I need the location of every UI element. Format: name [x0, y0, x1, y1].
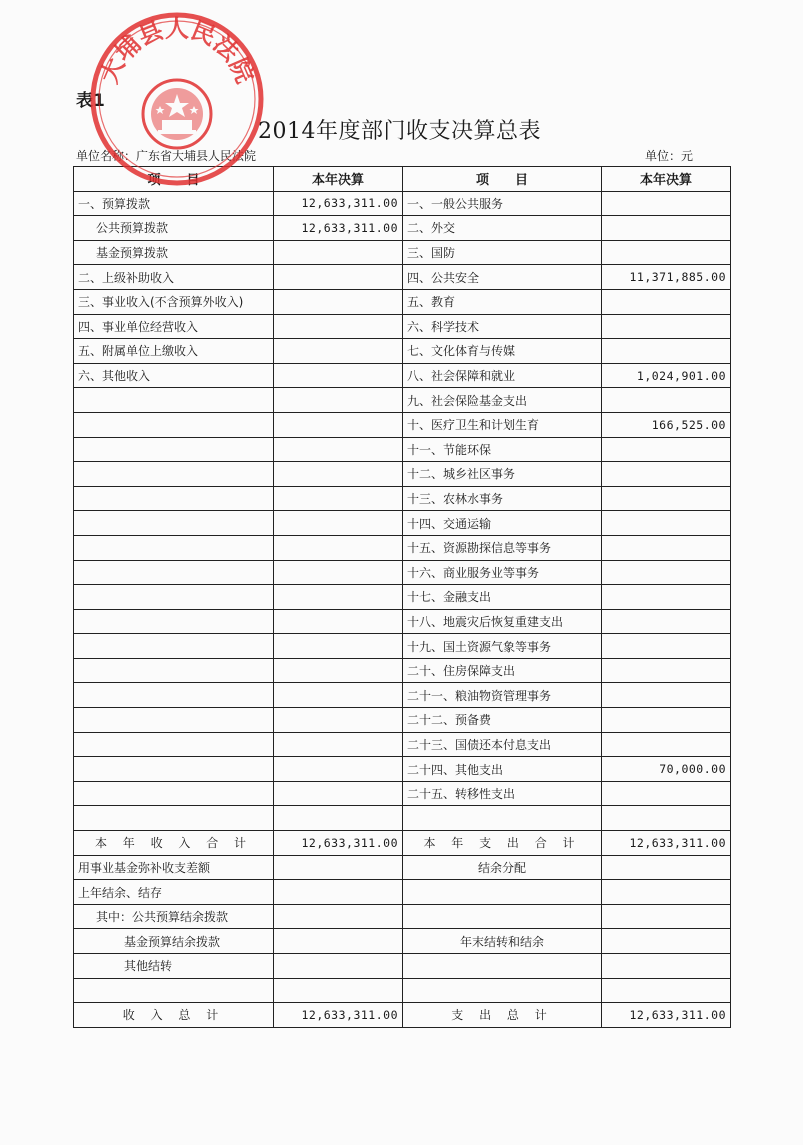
expense-amount — [602, 781, 731, 806]
footer-row — [74, 929, 731, 954]
expense-amount — [602, 437, 731, 462]
header-left-amount: 本年决算 — [274, 167, 403, 192]
expense-item: 六、科学技术 — [403, 314, 602, 339]
table-row — [74, 634, 731, 659]
expense-item: 十四、交通运输 — [403, 511, 602, 536]
footer-row — [74, 904, 731, 929]
income-item — [74, 708, 274, 733]
expense-item: 二、外交 — [403, 216, 602, 241]
expense-amount — [602, 314, 731, 339]
income-amount — [274, 757, 403, 782]
expense-amount — [602, 732, 731, 757]
income-amount — [274, 781, 403, 806]
footer-expense-item — [403, 978, 602, 1003]
income-amount: 12,633,311.00 — [274, 216, 403, 241]
expense-amount — [602, 609, 731, 634]
table-row — [74, 412, 731, 437]
expense-item: 十七、金融支出 — [403, 585, 602, 610]
table-row — [74, 781, 731, 806]
income-amount — [274, 363, 403, 388]
grand-totals-row — [74, 1003, 731, 1028]
footer-expense-item: 年末结转和结余 — [403, 929, 602, 954]
table-row — [74, 265, 731, 290]
seal-text: 大埔县人民法院 — [94, 13, 260, 88]
expense-item: 二十、住房保障支出 — [403, 658, 602, 683]
expense-amount — [602, 191, 731, 216]
table-row — [74, 806, 731, 831]
expense-item: 二十三、国债还本付息支出 — [403, 732, 602, 757]
footer-row — [74, 978, 731, 1003]
expense-item: 一、一般公共服务 — [403, 191, 602, 216]
income-item: 二、上级补助收入 — [74, 265, 274, 290]
income-amount — [274, 683, 403, 708]
expense-amount — [602, 658, 731, 683]
income-amount — [274, 412, 403, 437]
expense-item: 四、公共安全 — [403, 265, 602, 290]
footer-expense-amount — [602, 978, 731, 1003]
page-title: 2014年度部门收支决算总表 — [258, 119, 541, 144]
income-amount — [274, 560, 403, 585]
income-item: 一、预算拨款 — [74, 191, 274, 216]
expense-item: 八、社会保障和就业 — [403, 363, 602, 388]
income-item — [74, 609, 274, 634]
unit-name: 单位名称：广东省大埔县人民法院 — [76, 149, 257, 163]
expense-amount — [602, 240, 731, 265]
income-total-value: 12,633,311.00 — [274, 831, 403, 856]
footer-income-amount — [274, 954, 403, 979]
table-row — [74, 511, 731, 536]
table-row — [74, 216, 731, 241]
income-item — [74, 781, 274, 806]
table-row — [74, 535, 731, 560]
income-amount — [274, 585, 403, 610]
expense-amount — [602, 535, 731, 560]
table-row — [74, 240, 731, 265]
footer-income-item: 用事业基金弥补收支差额 — [74, 855, 274, 880]
income-amount — [274, 339, 403, 364]
header-right-item: 项 目 — [403, 167, 602, 192]
expense-amount — [602, 585, 731, 610]
income-item: 六、其他收入 — [74, 363, 274, 388]
expense-amount — [602, 462, 731, 487]
expense-amount: 11,371,885.00 — [602, 265, 731, 290]
income-item — [74, 806, 274, 831]
table-row — [74, 314, 731, 339]
table-row — [74, 363, 731, 388]
table-row — [74, 191, 731, 216]
footer-expense-item: 结余分配 — [403, 855, 602, 880]
table-row — [74, 609, 731, 634]
footer-row — [74, 954, 731, 979]
expense-item: 二十二、预备费 — [403, 708, 602, 733]
official-seal — [88, 10, 266, 188]
expense-amount — [602, 486, 731, 511]
expense-item: 二十四、其他支出 — [403, 757, 602, 782]
table-row — [74, 289, 731, 314]
expense-item: 二十一、粮油物资管理事务 — [403, 683, 602, 708]
footer-income-item: 上年结余、结存 — [74, 880, 274, 905]
header-right-amount: 本年决算 — [602, 167, 731, 192]
table-row — [74, 757, 731, 782]
expense-amount: 70,000.00 — [602, 757, 731, 782]
expense-grand-total-value: 12,633,311.00 — [602, 1003, 731, 1028]
expense-item — [403, 806, 602, 831]
expense-amount — [602, 683, 731, 708]
table-body — [74, 191, 731, 830]
table-row — [74, 437, 731, 462]
footer-expense-item — [403, 904, 602, 929]
expense-amount — [602, 634, 731, 659]
income-amount — [274, 609, 403, 634]
footer-income-item: 其中：公共预算结余拨款 — [74, 904, 274, 929]
table-row — [74, 683, 731, 708]
expense-amount — [602, 560, 731, 585]
expense-item: 十三、农林水事务 — [403, 486, 602, 511]
expense-amount — [602, 388, 731, 413]
income-amount — [274, 388, 403, 413]
footer-row — [74, 855, 731, 880]
footer-row — [74, 880, 731, 905]
footer-income-amount — [274, 855, 403, 880]
income-item — [74, 462, 274, 487]
income-item: 基金预算拨款 — [74, 240, 274, 265]
income-amount — [274, 806, 403, 831]
income-amount — [274, 314, 403, 339]
income-item — [74, 757, 274, 782]
expense-grand-total-label: 支 出 总 计 — [403, 1003, 602, 1028]
expense-item: 五、教育 — [403, 289, 602, 314]
table-number: 表1 — [76, 91, 105, 111]
income-item — [74, 412, 274, 437]
income-item: 五、附属单位上缴收入 — [74, 339, 274, 364]
income-grand-total-label: 收 入 总 计 — [74, 1003, 274, 1028]
income-item — [74, 486, 274, 511]
expense-amount — [602, 708, 731, 733]
national-emblem-icon — [143, 80, 211, 148]
table-row — [74, 732, 731, 757]
currency-unit: 单位：元 — [645, 149, 694, 163]
footer-income-amount — [274, 978, 403, 1003]
income-item — [74, 535, 274, 560]
income-item — [74, 560, 274, 585]
income-item — [74, 658, 274, 683]
income-item — [74, 388, 274, 413]
footer-expense-item — [403, 880, 602, 905]
footer-income-item: 基金预算结余拨款 — [74, 929, 274, 954]
expense-item: 七、文化体育与传媒 — [403, 339, 602, 364]
income-amount — [274, 486, 403, 511]
income-amount — [274, 437, 403, 462]
expense-amount: 1,024,901.00 — [602, 363, 731, 388]
expense-item: 十九、国土资源气象等事务 — [403, 634, 602, 659]
expense-item: 三、国防 — [403, 240, 602, 265]
table-row — [74, 388, 731, 413]
budget-summary-table — [73, 166, 731, 1028]
income-item: 三、事业收入(不含预算外收入) — [74, 289, 274, 314]
table-row — [74, 560, 731, 585]
income-amount — [274, 708, 403, 733]
income-grand-total-value: 12,633,311.00 — [274, 1003, 403, 1028]
income-amount: 12,633,311.00 — [274, 191, 403, 216]
expense-amount — [602, 339, 731, 364]
income-total-label: 本 年 收 入 合 计 — [74, 831, 274, 856]
expense-item: 十五、资源勘探信息等事务 — [403, 535, 602, 560]
table-row — [74, 708, 731, 733]
expense-item: 十六、商业服务业等事务 — [403, 560, 602, 585]
income-amount — [274, 658, 403, 683]
expense-amount — [602, 289, 731, 314]
footer-income-amount — [274, 904, 403, 929]
income-item — [74, 437, 274, 462]
income-item — [74, 683, 274, 708]
income-item — [74, 585, 274, 610]
expense-item: 十二、城乡社区事务 — [403, 462, 602, 487]
expense-item: 十一、节能环保 — [403, 437, 602, 462]
income-item — [74, 732, 274, 757]
income-amount — [274, 634, 403, 659]
income-amount — [274, 535, 403, 560]
expense-amount — [602, 806, 731, 831]
footer-income-amount — [274, 929, 403, 954]
header-left-item: 项 目 — [74, 167, 274, 192]
expense-item: 九、社会保险基金支出 — [403, 388, 602, 413]
expense-item: 二十五、转移性支出 — [403, 781, 602, 806]
footer-expense-amount — [602, 880, 731, 905]
totals-row — [74, 831, 731, 856]
footer-expense-amount — [602, 954, 731, 979]
income-amount — [274, 732, 403, 757]
footer-income-amount — [274, 880, 403, 905]
expense-amount: 166,525.00 — [602, 412, 731, 437]
footer-expense-item — [403, 954, 602, 979]
expense-item: 十八、地震灾后恢复重建支出 — [403, 609, 602, 634]
income-amount — [274, 511, 403, 536]
income-amount — [274, 265, 403, 290]
footer-expense-amount — [602, 904, 731, 929]
expense-amount — [602, 511, 731, 536]
income-amount — [274, 462, 403, 487]
income-amount — [274, 240, 403, 265]
table-footer — [74, 855, 731, 1003]
income-item — [74, 634, 274, 659]
income-item: 公共预算拨款 — [74, 216, 274, 241]
footer-income-item — [74, 978, 274, 1003]
table-row — [74, 486, 731, 511]
income-item: 四、事业单位经营收入 — [74, 314, 274, 339]
table-row — [74, 462, 731, 487]
expense-amount — [602, 216, 731, 241]
income-amount — [274, 289, 403, 314]
footer-expense-amount — [602, 855, 731, 880]
expense-total-value: 12,633,311.00 — [602, 831, 731, 856]
table-row — [74, 585, 731, 610]
income-item — [74, 511, 274, 536]
expense-item: 十、医疗卫生和计划生育 — [403, 412, 602, 437]
footer-income-item: 其他结转 — [74, 954, 274, 979]
footer-expense-amount — [602, 929, 731, 954]
table-row — [74, 339, 731, 364]
table-row — [74, 658, 731, 683]
expense-total-label: 本 年 支 出 合 计 — [403, 831, 602, 856]
